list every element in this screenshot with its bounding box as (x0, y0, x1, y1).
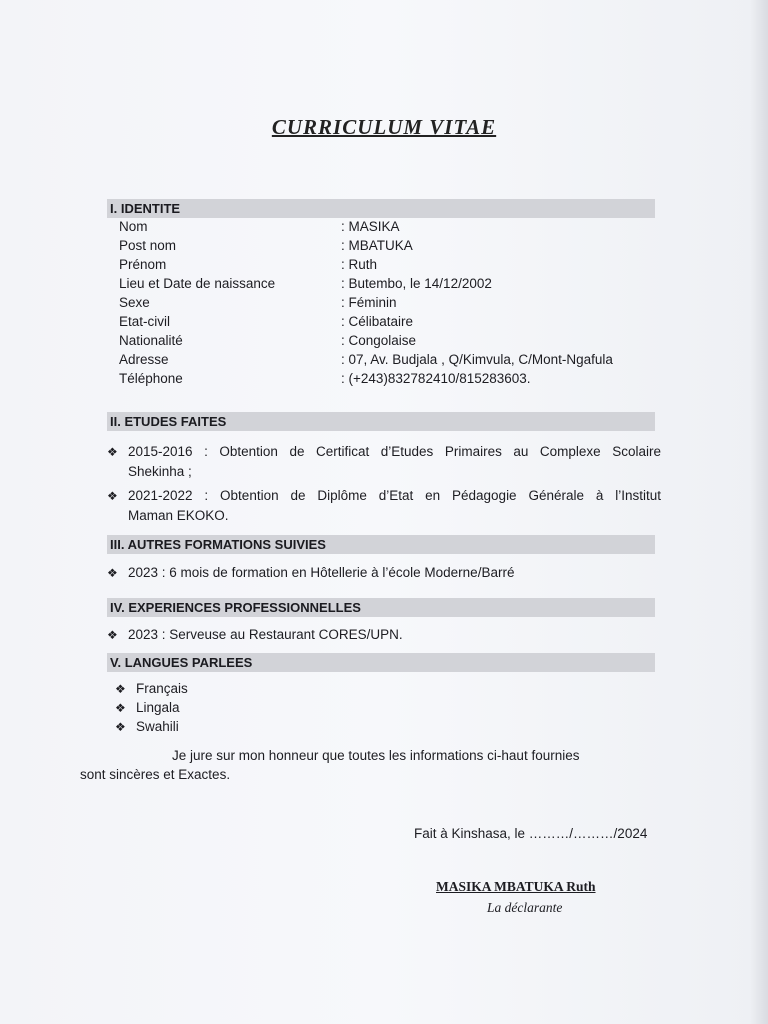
list-item-line: Maman EKOKO. (128, 508, 229, 523)
diamond-bullet-icon: ❖ (115, 682, 126, 696)
diamond-bullet-icon: ❖ (115, 720, 126, 734)
diamond-bullet-icon: ❖ (115, 701, 126, 715)
section-etudes-heading: II. ETUDES FAITES (107, 412, 655, 431)
field-label: Sexe (119, 295, 150, 310)
list-item-text (128, 486, 661, 526)
section-langues-heading: V. LANGUES PARLEES (107, 653, 655, 672)
list-item-langue-1 (115, 679, 315, 699)
place-and-date: Fait à Kinshasa, le ………/………/2024 (414, 826, 648, 841)
field-label: Prénom (119, 257, 167, 272)
field-label: Nationalité (119, 333, 183, 348)
section-experiences-heading: IV. EXPERIENCES PROFESSIONNELLES (107, 598, 655, 617)
signatory-role: La déclarante (487, 900, 563, 915)
diamond-bullet-icon: ❖ (107, 445, 118, 459)
section-identite-heading: I. IDENTITE (107, 199, 655, 218)
field-label: Adresse (119, 352, 169, 367)
list-item-formation-1 (107, 563, 662, 583)
signatory-name: MASIKA MBATUKA Ruth (436, 879, 596, 894)
list-item-text: Swahili (136, 719, 179, 734)
list-item-etude-2 (107, 486, 662, 526)
field-value: : MBATUKA (341, 238, 413, 253)
diamond-bullet-icon: ❖ (107, 489, 118, 503)
field-label: Post nom (119, 238, 177, 253)
list-item-experience-1 (107, 625, 662, 645)
list-item-text: 2023 : 6 mois de formation en Hôtellerie à l’école Moderne/Barré (128, 565, 515, 580)
list-item-langue-2 (115, 698, 315, 718)
field-value: : MASIKA (341, 219, 400, 234)
field-label: Nom (119, 219, 148, 234)
field-label: Téléphone (119, 371, 183, 386)
field-value: : Célibataire (341, 314, 414, 329)
diamond-bullet-icon: ❖ (107, 566, 118, 580)
field-value: : Congolaise (341, 333, 417, 348)
oath-line-2: sont sincères et Exactes. (80, 767, 231, 782)
diamond-bullet-icon: ❖ (107, 628, 118, 642)
section-formations-heading: III. AUTRES FORMATIONS SUIVIES (107, 535, 655, 554)
list-item-text: Français (136, 681, 188, 696)
field-label: Lieu et Date de naissance (119, 276, 276, 291)
list-item-text: 2023 : Serveuse au Restaurant CORES/UPN. (128, 627, 403, 642)
field-value: : Butembo, le 14/12/2002 (341, 276, 492, 291)
page-edge-shadow (750, 0, 768, 1024)
field-value: : (+243)832782410/815283603. (341, 371, 531, 386)
field-value: : Féminin (341, 295, 397, 310)
list-item-line: 2021-2022 : Obtention de Diplôme d’Etat en Pédagogie Générale à l’Institut (128, 488, 661, 503)
list-item-text: Lingala (136, 700, 180, 715)
list-item-etude-1 (107, 442, 662, 482)
field-label: Etat-civil (119, 314, 171, 329)
list-item-line: 2015-2016 : Obtention de Certificat d’Etudes Primaires au Complexe Scolaire (128, 444, 661, 459)
document-title: CURRICULUM VITAE (271, 115, 497, 139)
list-item-langue-3 (115, 717, 315, 737)
field-value: : Ruth (341, 257, 378, 272)
list-item-text (128, 442, 661, 482)
oath-line-1: Je jure sur mon honneur que toutes les informations ci-haut fournies (172, 748, 580, 763)
list-item-line: Shekinha ; (128, 464, 192, 479)
field-value: : 07, Av. Budjala , Q/Kimvula, C/Mont-Ngafula (341, 352, 613, 367)
